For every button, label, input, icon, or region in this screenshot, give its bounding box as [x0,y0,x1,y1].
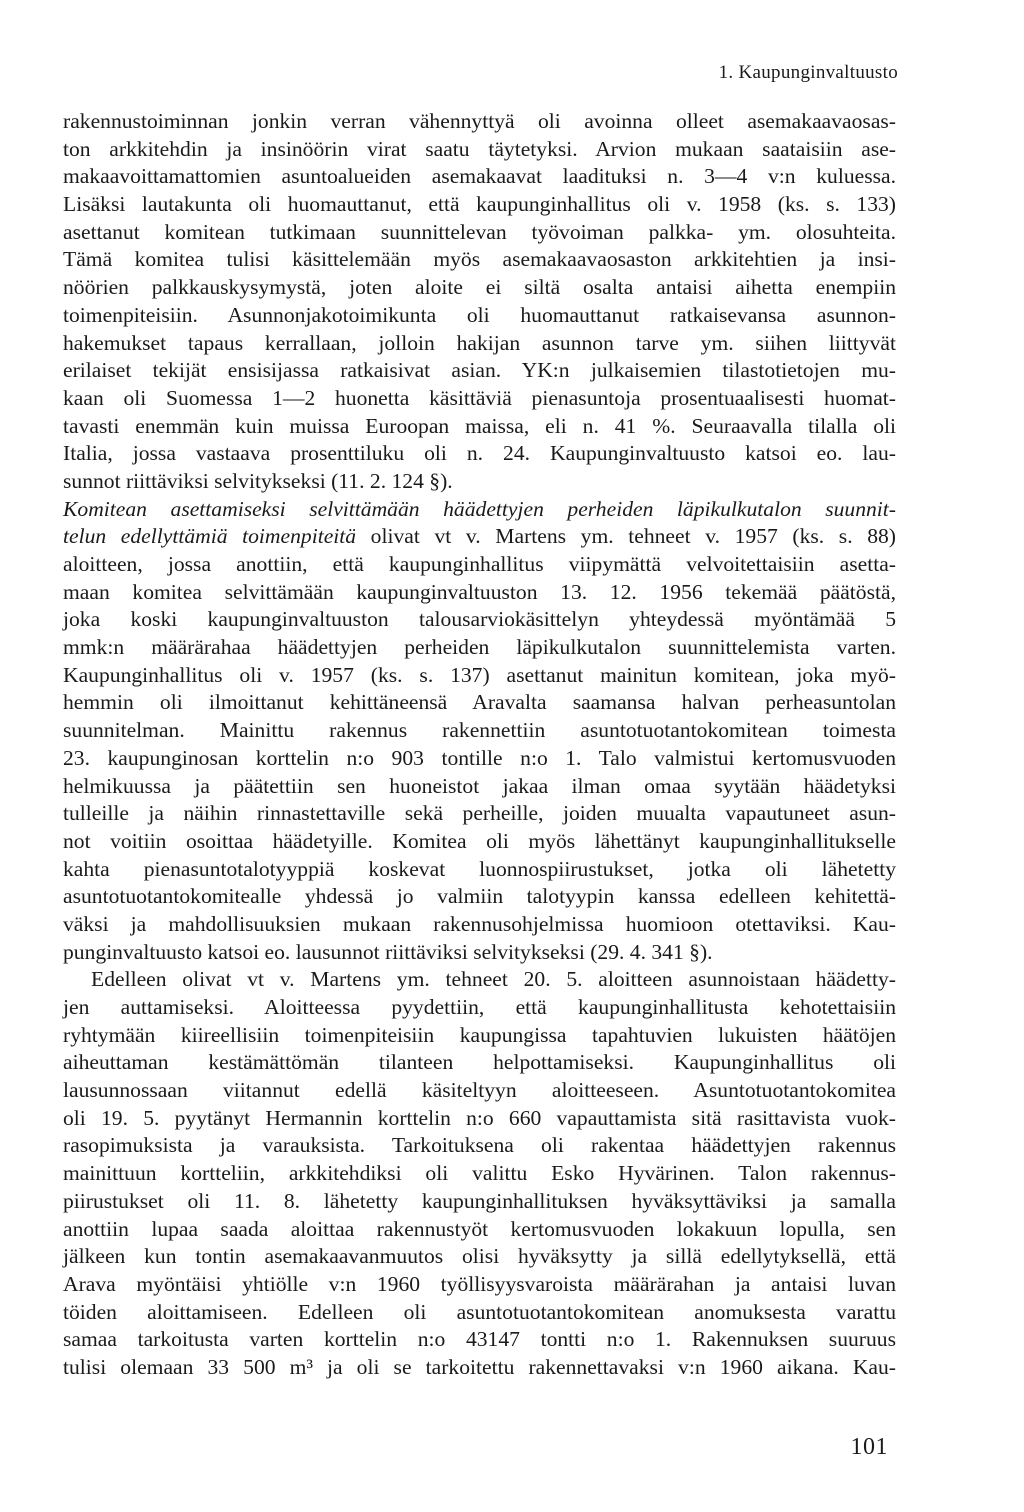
text-line: suunnitelman. Mainittu rakennus rakennettiin asuntotuotantokomitean toimesta [63,718,896,743]
text-line: mainittuun kortteliin, arkkitehdiksi oli valittu Esko Hyvärinen. Talon rakennus- [63,1161,896,1186]
text-line: jen auttamiseksi. Aloitteessa pyydettiin, että kaupunginhallitusta kehotettaisiin [63,995,896,1019]
text-line: helmikuussa ja päätettiin sen huoneistot jakaa ilman omaa syytään häädetyksi [63,773,896,798]
text-line: hakemukset tapaus kerrallaan, jolloin hakijan asunnon tarve ym. siihen liittyvät [63,330,896,355]
text-line: tavasti enemmän kuin muissa Euroopan maissa, eli n. 41 %. Seuraavalla tilalla oli [63,413,896,438]
text-line: Arava myöntäisi yhtiölle v:n 1960 työllisyysvaroista määrärahan ja antaisi luvan [63,1271,896,1296]
text-line: väksi ja mahdollisuuksien mukaan rakennusohjelmissa huomioon otettaviksi. Kau- [63,911,896,936]
line-rest: olivat vt v. Martens ym. tehneet v. 1957 (ks. s. 88) [356,524,896,549]
text-line: jälkeen kun tontin asemakaavanmuutos olisi hyväksytty ja sillä edellytyksellä, että [63,1244,896,1269]
text-line: hemmin oli ilmoittanut kehittäneensä Aravalta saamansa halvan perheasuntolan [63,690,896,715]
text-line: Edelleen olivat vt v. Martens ym. tehneet 20. 5. aloitteen asunnoistaan häädetty- [91,967,896,992]
text-line: mmk:n määrärahaa häädettyjen perheiden läpikulkutalon suunnittelemista varten. [63,635,896,660]
italic-phrase: telun edellyttämiä toimenpiteitä [63,524,357,549]
text-line: Kaupunginhallitus oli v. 1957 (ks. s. 137) asettanut mainitun komitean, joka myö- [63,662,896,687]
text-line: asettanut komitean tutkimaan suunnittelevan työvoiman palkka- ym. olosuhteita. [63,219,896,244]
page-number: 101 [850,1434,888,1460]
text-line: kaan oli Suomessa 1—2 huonetta käsittäviä pienasuntoja prosentuaalisesti huomat- [63,385,896,410]
italic-phrase: Komitean asettamiseksi selvittämään häädettyjen perheiden läpikulkutalon suunnit- [63,496,896,521]
text-line: ton arkkitehdin ja insinöörin virat saatu täytetyksi. Arvion mukaan saataisiin ase- [63,136,896,161]
text-line: samaa tarkoitusta varten korttelin n:o 43147 tontti n:o 1. Rakennuksen suuruus [63,1327,896,1352]
text-line: aloitteen, jossa anottiin, että kaupunginhallitus viipymättä velvoitettaisiin asetta- [63,552,896,576]
text-line: maan komitea selvittämään kaupunginvaltuuston 13. 12. 1956 tekemää päätöstä, [63,579,896,604]
text-line: aiheuttaman kestämättömän tilanteen helpottamiseksi. Kaupunginhallitus oli [63,1050,896,1075]
text-line: rasopimuksista ja varauksista. Tarkoituksena oli rakentaa häädettyjen rakennus [63,1133,896,1158]
text-line: ryhtymään kiireellisiin toimenpiteisiin kaupungissa tapahtuvien lukuisten häätöjen [63,1022,896,1047]
text-line: rakennustoiminnan jonkin verran vähennyttyä oli avoinna olleet asemakaavaosas- [63,109,896,133]
text-line: not voitiin osoittaa häädetyille. Komitea oli myös lähettänyt kaupunginhallitukselle [63,828,896,853]
text-line: sunnot riittäviksi selvitykseksi (11. 2. 124 §). [63,468,453,493]
text-line [63,496,896,524]
text-line: asuntotuotantokomitealle yhdessä jo valmiin talotyypin kanssa edelleen kehitettä- [63,884,896,909]
body-text [63,108,896,1382]
text-line: punginvaltuusto katsoi eo. lausunnot riittäviksi selvitykseksi (29. 4. 341 §). [63,939,713,964]
text-line: Tämä komitea tulisi käsittelemään myös asemakaavaosaston arkkitehtien ja insi- [63,247,896,272]
text-line: nöörien palkkauskysymystä, joten aloite ei siltä osalta antaisi aihetta enempiin [63,275,896,300]
text-line: Lisäksi lautakunta oli huomauttanut, että kaupunginhallitus oli v. 1958 (ks. s. 133) [63,192,896,217]
text-line: toimenpiteisiin. Asunnonjakotoimikunta oli huomauttanut ratkaisevansa asunnon- [63,302,896,327]
text-line: joka koski kaupunginvaltuuston talousarviokäsittelyn yhteydessä myöntämää 5 [63,607,896,632]
text-line: 23. kaupunginosan korttelin n:o 903 tontille n:o 1. Talo valmistui kertomusvuoden [63,745,896,770]
text-line: piirustukset oli 11. 8. lähetetty kaupunginhallituksen hyväksyttäviksi ja samalla [63,1188,896,1213]
text-line: lausunnossaan viitannut edellä käsiteltyyn aloitteeseen. Asuntotuotantokomitea [63,1078,896,1103]
text-line: tulleille ja näihin rinnastettaville sekä perheille, joiden muualta vapautuneet asun- [63,801,896,826]
text-line: tulisi olemaan 33 500 m³ ja oli se tarkoitettu rakennettavaksi v:n 1960 aikana. Kau- [63,1354,896,1379]
text-line: erilaiset tekijät ensisijassa ratkaisivat asian. YK:n julkaisemien tilastotietojen mu- [63,358,896,383]
text-line: makaavoittamattomien asuntoalueiden asemakaavat laadituksi n. 3—4 v:n kuluessa. [63,164,896,189]
text-line: kahta pienasuntotalotyyppiä koskevat luonnospiirustukset, jotka oli lähetetty [63,856,896,881]
text-line [63,523,896,551]
text-line: anottiin lupaa saada aloittaa rakennustyöt kertomusvuoden lokakuun lopulla, sen [63,1216,896,1241]
text-line: oli 19. 5. pyytänyt Hermannin korttelin n:o 660 vapauttamista sitä rasittavista vuok- [63,1105,896,1130]
text-line: Italia, jossa vastaava prosenttiluku oli n. 24. Kaupunginvaltuusto katsoi eo. lau- [63,441,896,466]
text-line: töiden aloittamiseen. Edelleen oli asuntotuotantokomitean anomuksesta varattu [63,1299,896,1324]
running-header: 1. Kaupunginvaltuusto [718,62,898,83]
